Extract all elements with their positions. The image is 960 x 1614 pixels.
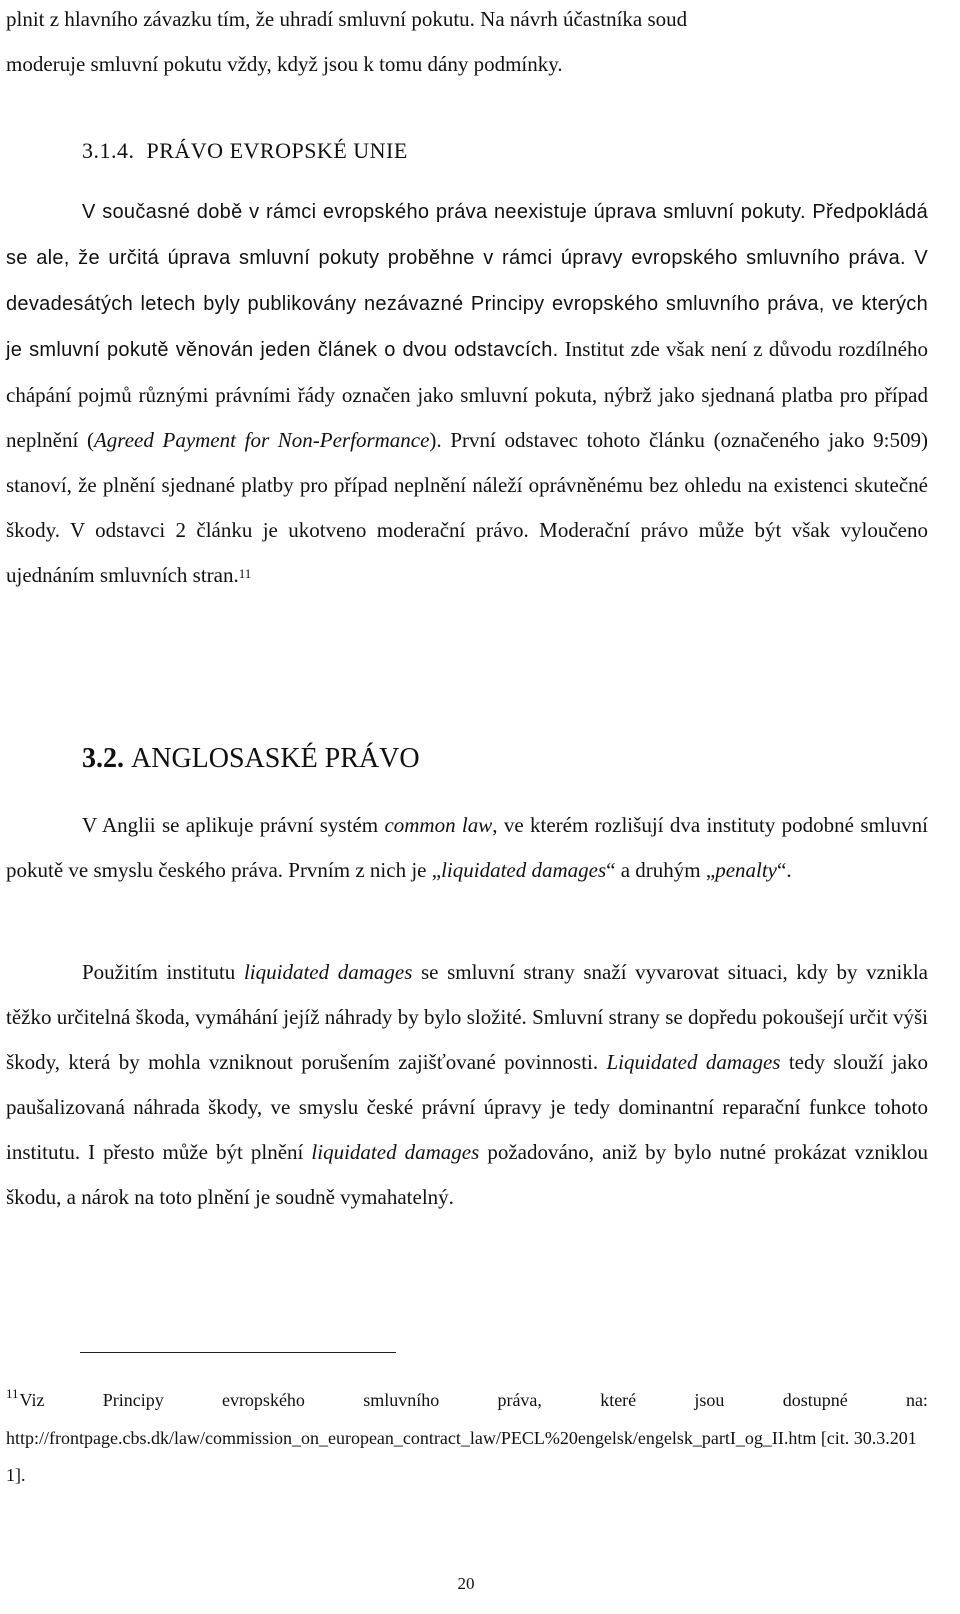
liquidated-damages-term: Liquidated damages [606,1050,781,1074]
eu-law-paragraph [6,189,928,600]
intro-paragraph [6,0,928,87]
footnote-word: na: [905,1390,928,1410]
footnote-11 [6,1382,928,1494]
page-number: 20 [457,1574,475,1593]
text-run: požadováno, aniž by bylo nutné prokázat vzniklou škodu, a nárok na toto plnění je soudně vymahatelný. [6,1140,928,1209]
intro-line-2: moderuje smluvní pokutu vždy, když jsou k tomu dány podmínky. [6,52,563,76]
text-run: tedy slouží jako paušalizovaná náhrada škody, ve smyslu české právní úpravy je tedy dominantní reparační funkce tohoto institutu. I přesto může být plnění [6,1050,928,1164]
footnote-divider [80,1352,396,1353]
footnote-lead [6,1382,44,1420]
footnote-url-link[interactable]: http://frontpage.cbs.dk/law/commission_on_european_contract_law/PECL%20engelsk/engelsk_partI_og_II.htm [cit. 30.3.2011]. [6,1428,917,1485]
text-run: “ a druhým „ [606,858,716,882]
anglo-law-paragraph-2 [6,950,928,1220]
footnote-marker: 11 [6,1386,19,1401]
footnote-word: Viz [19,1390,45,1410]
eu-paragraph-part-c: Institut zde však není z důvodu rozdílného chápání pojmů různými právními řády označen jako smluvní pokuta, nýbrž jako sjednaná platba pro případ neplnění ( [6,337,928,452]
text-run: “. [777,858,792,882]
liquidated-damages-term: liquidated damages [311,1140,480,1164]
text-run: Použitím institutu [82,960,244,984]
common-law-term: common law [384,813,493,837]
footnote-first-line [6,1382,928,1420]
anglo-law-paragraph-1 [6,803,928,893]
penalty-term: penalty [715,858,777,882]
section-number: 3.2. [82,743,124,774]
liquidated-damages-term: liquidated damages [243,960,413,984]
liquidated-damages-term: liquidated damages [441,858,607,882]
footnote-word: smluvního [363,1390,440,1410]
text-run: V Anglii se aplikuje právní systém [82,813,385,837]
text-run: , ve kterém rozlišují dva instituty podobné smluvní pokutě ve smyslu českého práva. Prvním z nich je „ [6,813,928,882]
footnote-word: dostupné [782,1390,848,1410]
footnote-word: které [600,1390,637,1410]
text-run: se smluvní strany snaží vyvarovat situaci, kdy by vznikla těžko určitelná škoda, vymáhání jejíž náhrady by bylo složité. Smluvní strany se dopředu pokoušejí určit výši škody, která by mohla vzniknout porušením zajišťované povinnosti. [6,960,928,1074]
intro-line-1: plnit z hlavního závazku tím, že uhradí smluvní pokutu. Na návrh účastníka soud [6,7,688,31]
footnote-word: jsou [694,1390,725,1410]
footnote-word: evropského [221,1390,305,1410]
agreed-payment-term: Agreed Payment for Non-Performance [93,428,430,452]
section-title: ANGLOSASKÉ PRÁVO [131,743,420,774]
footnote-reference-11[interactable]: 11 [238,566,252,581]
section-number: 3.1.4. [82,138,135,163]
eu-paragraph-part-b: V devadesátých letech byly publikovány nezávazné Principy evropského smluvního práva, ve kterých je smluvní pokutě věnován jeden článek o dvou odstavcích. [6,247,928,361]
eu-paragraph-part-a: V současné době v rámci evropského práva neexistuje úprava smluvní pokuty. Předpokládá se ale, že určitá úprava smluvní pokuty proběhne v rámci úpravy evropského smluvního práva. [6,201,928,269]
footnote-word: Principy [102,1390,164,1410]
footnote-word: práva, [497,1390,542,1410]
section-title: PRÁVO EVROPSKÉ UNIE [146,138,408,163]
section-heading-3-1-4 [82,138,408,164]
section-heading-3-2 [82,743,420,775]
eu-paragraph-part-c-end: ). První odstavec tohoto článku (označeného jako 9:509) stanoví, že plnění sjednané platby pro případ neplnění náleží oprávněnému bez ohledu na existenci skutečné škody. V odstavci 2 článku je ukotveno moderační právo. Moderační právo může být však vyloučeno ujednáním smluvních stran. [6,428,928,587]
